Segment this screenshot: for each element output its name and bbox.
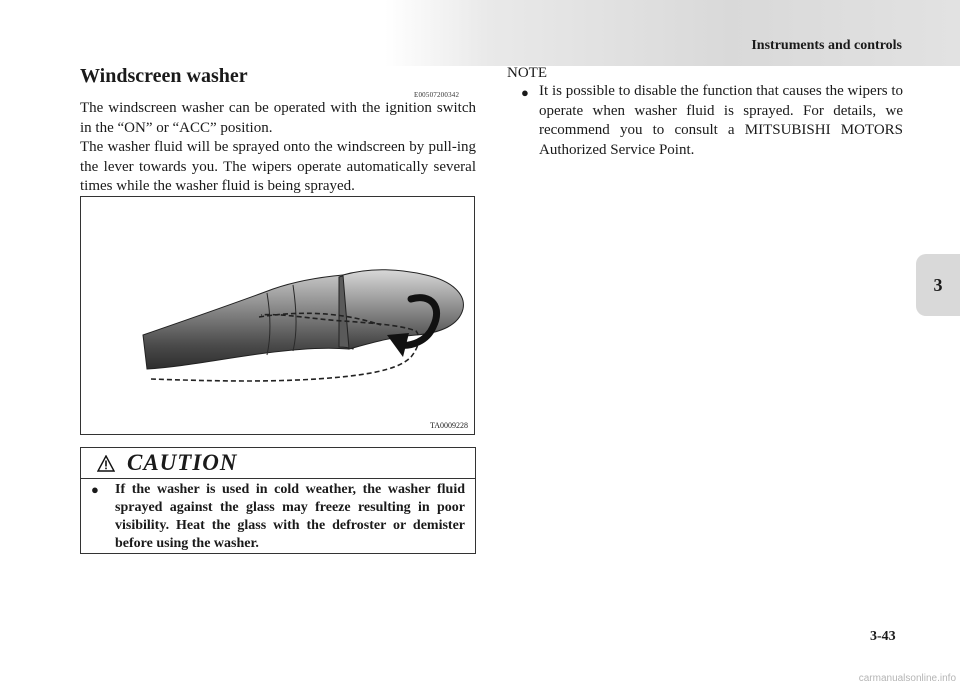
chapter-tab[interactable]: 3 <box>916 254 960 316</box>
header-band <box>385 0 960 66</box>
section-title: Windscreen washer <box>80 65 248 87</box>
caution-text: If the washer is used in cold weather, the washer fluid sprayed against the glass may freeze resulting in poor visibility. Heat the glass with the defroster or demister before using the washer. <box>115 482 465 551</box>
body-paragraph: The windscreen washer can be operated with the ignition switch in the “ON” or “ACC” position. <box>80 100 476 136</box>
note-label: NOTE <box>507 65 547 81</box>
section-body <box>80 99 476 197</box>
page-number: 3-43 <box>870 629 896 644</box>
figure-code: TA0009228 <box>429 421 468 430</box>
lever-illustration <box>80 196 475 435</box>
note-text: It is possible to disable the function that causes the wipers to operate when washer fluid is sprayed. For details, we recommend you to consult a MITSUBISHI MOTORS Authorized Service Point. <box>539 83 903 158</box>
caution-box <box>80 447 476 554</box>
caution-title: CAUTION <box>127 450 238 475</box>
caution-header <box>81 448 475 479</box>
bullet-icon: ● <box>91 482 99 497</box>
arrow-head <box>387 333 409 357</box>
bullet-icon: ● <box>521 85 529 100</box>
section-code: E00507200342 <box>414 91 460 99</box>
lever-stalk <box>143 275 349 369</box>
watermark: carmanualsonline.info <box>858 673 956 684</box>
warning-triangle-icon <box>97 455 115 472</box>
washer-lever-drawing <box>81 197 474 434</box>
header-title: Instruments and controls <box>751 38 902 53</box>
body-paragraph: The washer fluid will be sprayed onto the windscreen by pull-ing the lever towards you. The wipers operate automatically several times while the washer fluid is being sprayed. <box>80 139 476 194</box>
